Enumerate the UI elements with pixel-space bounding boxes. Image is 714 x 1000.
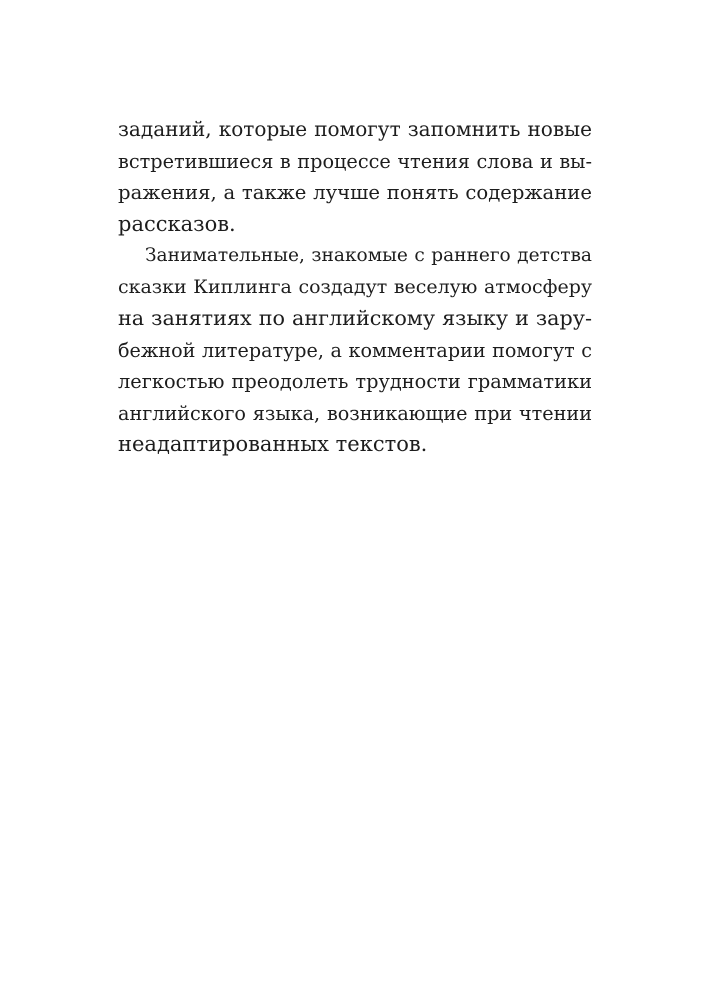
text-line: неадаптированных текстов. (118, 432, 428, 456)
text-line: легкостью преодолеть трудности грамматики (118, 370, 592, 393)
text-line: ражения, а также лучше понять содержание (118, 181, 592, 204)
text-line: Занимательные, знакомые с раннего детства (145, 245, 592, 266)
body-text (118, 114, 592, 461)
text-line: встретившиеся в процессе чтения слова и вы- (118, 149, 592, 173)
paragraph-1 (118, 114, 592, 240)
text-line: заданий, которые помогут запомнить новые (118, 117, 592, 141)
text-line: бежной литературе, а комментарии помогут с (118, 338, 592, 362)
text-line: сказки Киплинга создадут веселую атмосферу (118, 275, 592, 298)
text-line: на занятиях по английскому языку и зару- (118, 306, 592, 330)
text-line: рассказов. (118, 211, 236, 236)
text-line: английского языка, возникающие при чтении (118, 401, 592, 425)
paragraph-2 (118, 240, 592, 461)
